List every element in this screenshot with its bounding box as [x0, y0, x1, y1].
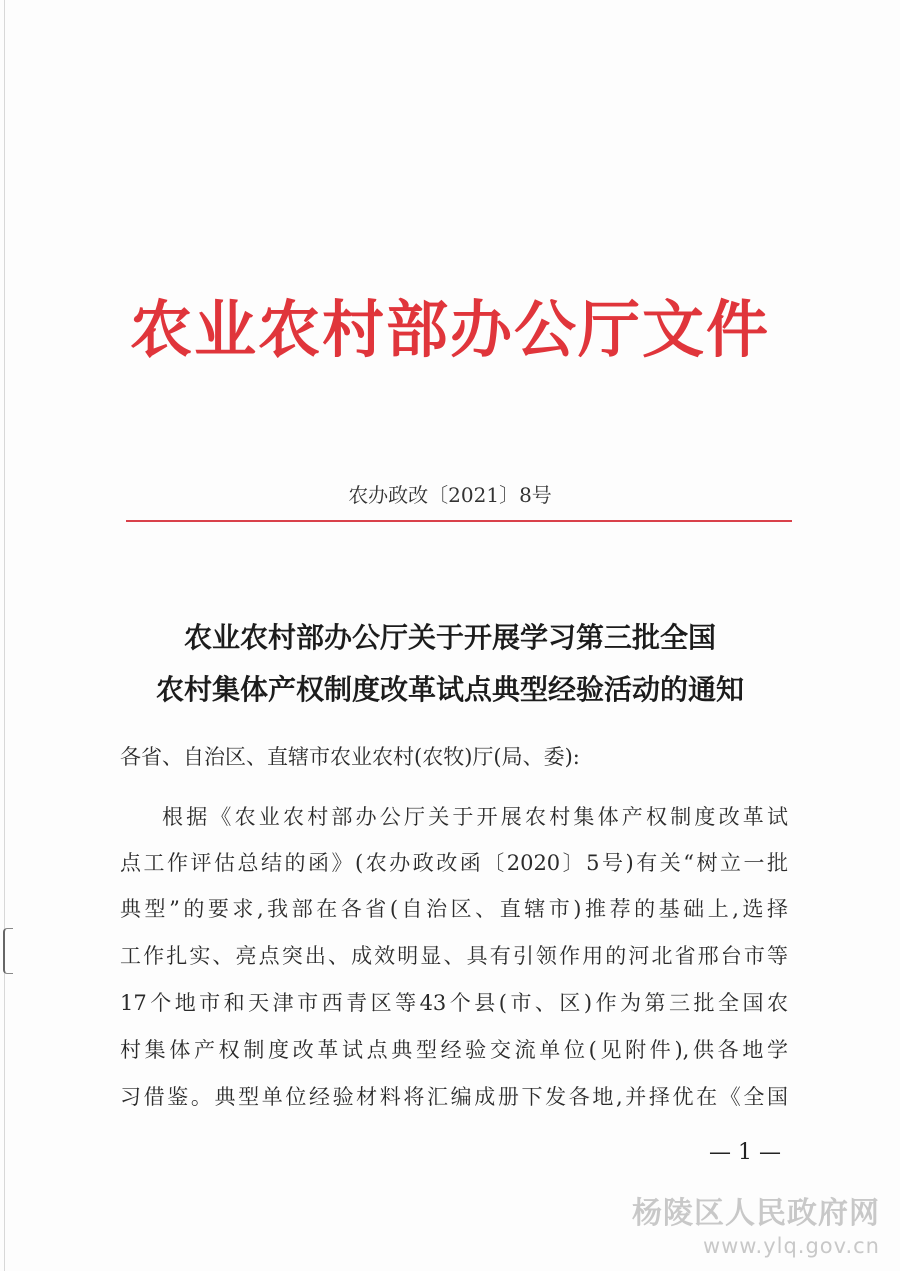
body-line-2: 点工作评估总结的函》(农办政改函〔2020〕5号)有关“树立一批 — [120, 851, 788, 875]
watermark-site-name: 杨陵区人民政府网 — [632, 1196, 880, 1231]
body-line-1: 根据《农业农村部办公厅关于开展农村集体产权制度改革试 — [162, 805, 788, 829]
body-line-7: 习借鉴。典型单位经验材料将汇编成册下发各地,并择优在《全国 — [120, 1085, 788, 1109]
salutation: 各省、自治区、直辖市农业农村(农牧)厅(局、委): — [120, 745, 580, 769]
body-line-6: 村集体产权制度改革试点典型经验交流单位(见附件),供各地学 — [120, 1038, 788, 1062]
title-line-1: 农业农村部办公厅关于开展学习第三批全国 — [183, 621, 716, 654]
binding-mark — [3, 928, 13, 974]
body-line-4: 工作扎实、亮点突出、成效明显、具有引领作用的河北省邢台市等 — [120, 944, 788, 968]
document-title — [0, 612, 900, 716]
title-line-2: 农村集体产权制度改革试点典型经验活动的通知 — [155, 673, 744, 706]
watermark-url: www.ylq.gov.cn — [702, 1234, 880, 1258]
watermark — [580, 1196, 880, 1260]
document-number: 农办政改〔2021〕8号 — [348, 483, 552, 507]
red-separator-line — [126, 520, 792, 522]
issuer-header: 农业农村部办公厅文件 — [129, 293, 770, 366]
body-line-3: 典型”的要求,我部在各省(自治区、直辖市)推荐的基础上,选择 — [120, 897, 788, 921]
page-number: — 1 — — [709, 1140, 781, 1165]
body-line-5: 17个地市和天津市西青区等43个县(市、区)作为第三批全国农 — [120, 991, 788, 1015]
